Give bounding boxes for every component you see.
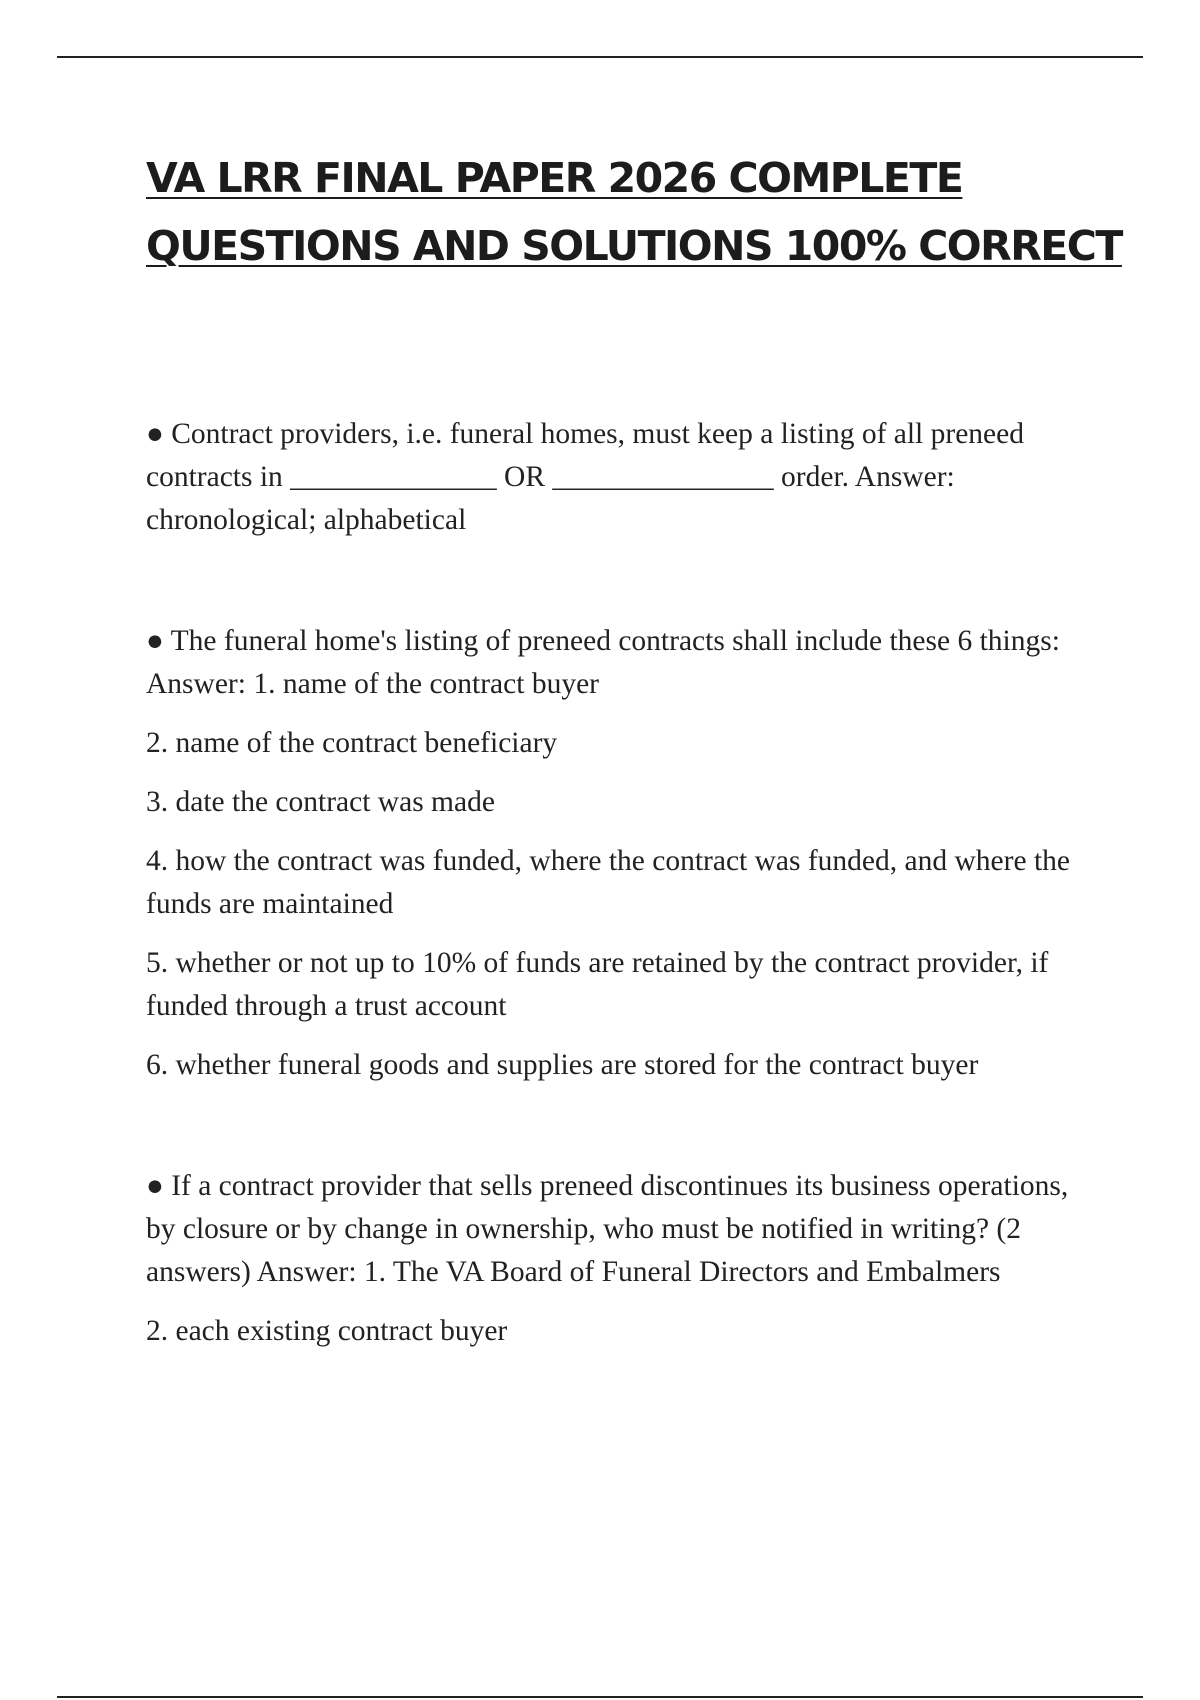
answer-2-item-6: 6. whether funeral goods and supplies are stored for the contract buyer [146, 1049, 979, 1081]
question-item-2 [146, 620, 1086, 1087]
answer-2-item-3: 3. date the contract was made [146, 786, 495, 818]
question-2-text: ● The funeral home's listing of preneed contracts shall include these 6 things: Answer: 1. name of the contract buyer [146, 625, 1060, 700]
question-1-text: ● Contract providers, i.e. funeral homes, must keep a listing of all preneed contracts in ______________ OR _______________ order. Answer: chronological; alphabetical [146, 418, 1024, 536]
title-line-1: VA LRR FINAL PAPER 2026 COMPLETE [146, 154, 963, 202]
title-line-2: QUESTIONS AND SOLUTIONS 100% CORRECT [146, 222, 1122, 270]
answer-2-item-2: 2. name of the contract beneficiary [146, 727, 558, 759]
question-item-3 [146, 1165, 1086, 1353]
answer-2-item-4: 4. how the contract was funded, where the contract was funded, and where the funds are maintained [146, 845, 1070, 920]
document-title [146, 144, 1122, 280]
question-list [146, 413, 1086, 1353]
top-divider [57, 56, 1143, 58]
answer-2-item-5: 5. whether or not up to 10% of funds are retained by the contract provider, if funded through a trust account [146, 947, 1049, 1022]
question-3-text: ● If a contract provider that sells preneed discontinues its business operations, by closure or by change in ownership, who must be notified in writing? (2 answers) Answer: 1. The VA Board of Funeral Directors and Embalmers [146, 1170, 1069, 1288]
bottom-divider [57, 1696, 1143, 1698]
question-item-1 [146, 413, 1086, 542]
answer-3-item-2: 2. each existing contract buyer [146, 1315, 508, 1347]
